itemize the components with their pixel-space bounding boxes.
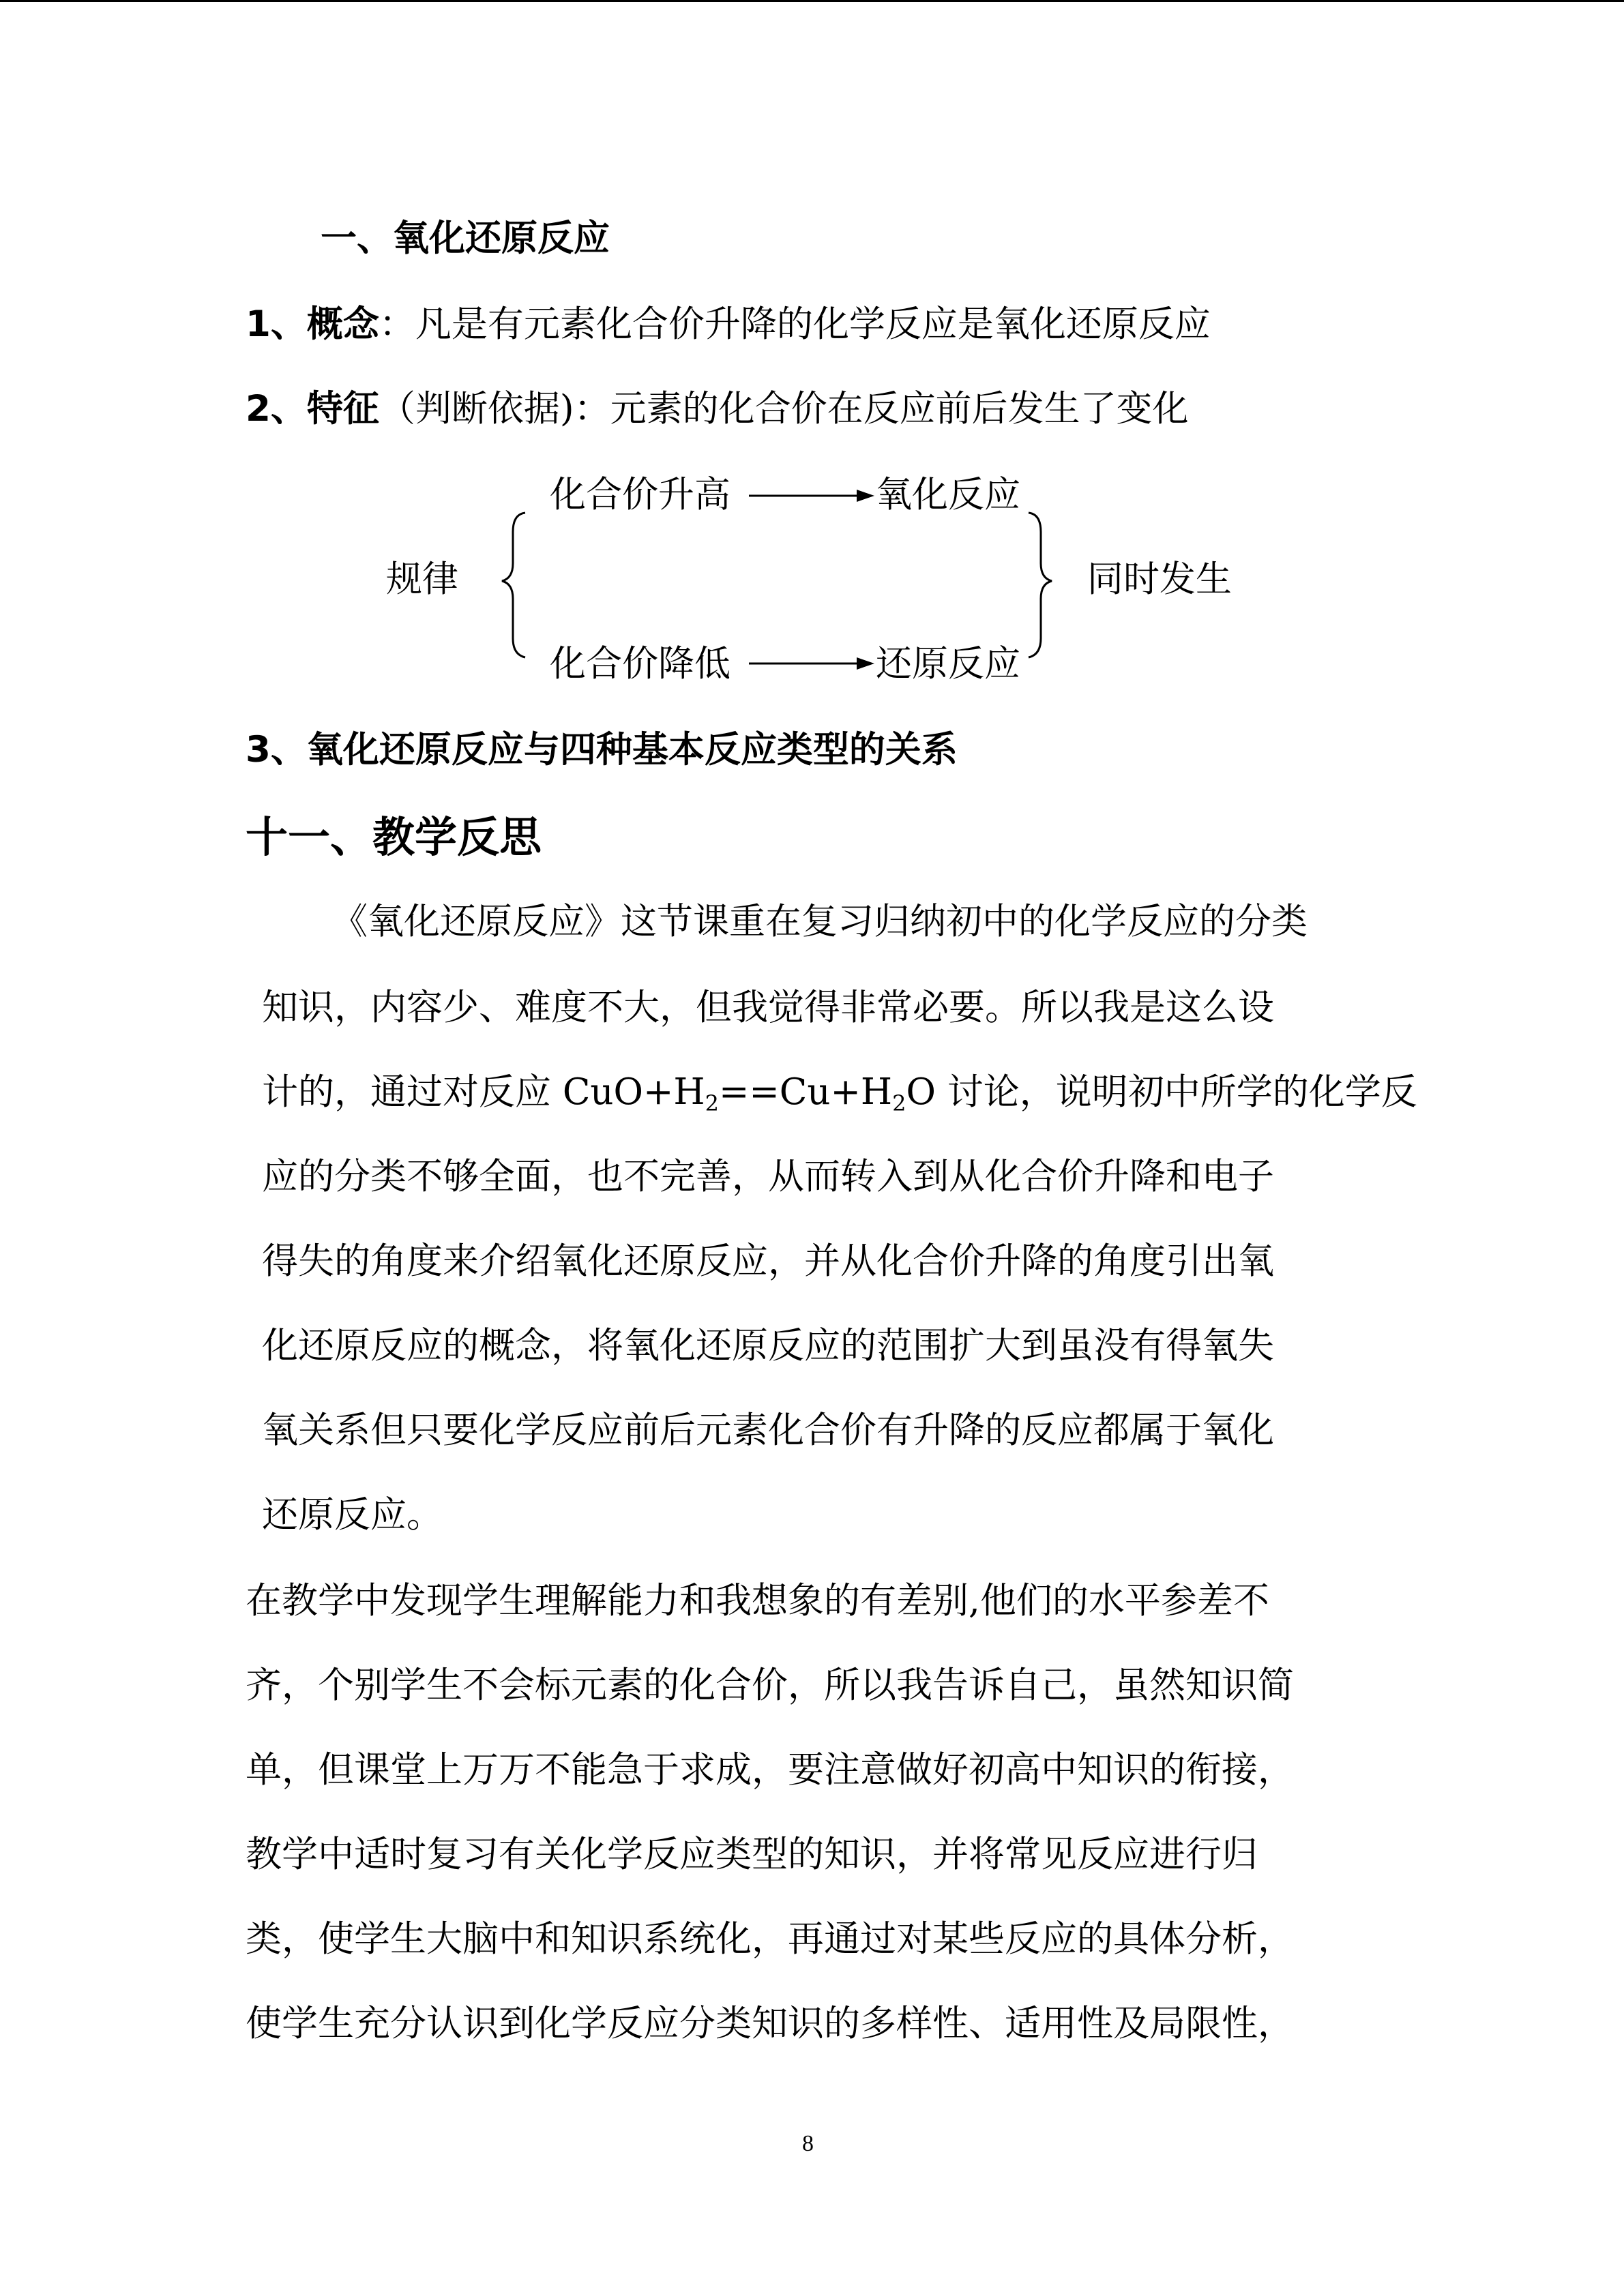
para1-line3-mid: ==Cu+H xyxy=(718,1071,893,1113)
section-heading-reflection: 十一、教学反思 xyxy=(246,812,542,862)
simultaneous-label: 同时发生 xyxy=(1087,558,1232,600)
para1-line-1: 《氧化还原反应》这节课重在复习归纳初中的化学反应的分类 xyxy=(331,901,1308,942)
subscript-2-b: 2 xyxy=(892,1090,906,1116)
reduction-label: 还原反应 xyxy=(876,643,1020,685)
para2-line-2: 齐，个别学生不会标元素的化合价，所以我告诉自己，虽然知识简 xyxy=(246,1665,1294,1706)
arrow-oxidation-head xyxy=(857,490,874,502)
valence-up-label: 化合价升高 xyxy=(550,474,730,516)
concept-label: 1、概念 xyxy=(246,303,379,345)
valence-down-label: 化合价降低 xyxy=(550,643,730,685)
top-border xyxy=(0,0,1624,2)
concept-line xyxy=(246,303,1211,346)
relation-heading: 3、氧化还原反应与四种基本反应类型的关系 xyxy=(246,729,958,771)
para1-line-5: 得失的角度来介绍氧化还原反应，并从化合价升降的角度引出氧 xyxy=(262,1240,1274,1282)
para1-line-4: 应的分类不够全面，也不完善，从而转入到从化合价升降和电子 xyxy=(262,1156,1274,1197)
feature-line xyxy=(246,387,1189,431)
para1-line-8: 还原反应。 xyxy=(262,1494,443,1536)
page-number: 8 xyxy=(802,2131,814,2156)
para1-line-7: 氧关系但只要化学反应前后元素化合价有升降的反应都属于氧化 xyxy=(262,1410,1274,1451)
arrow-reduction-head xyxy=(857,657,874,670)
para1-line3-prefix: 计的，通过对反应 CuO+H xyxy=(262,1071,705,1113)
para2-line-4: 教学中适时复习有关化学反应类型的知识，并将常见反应进行归 xyxy=(246,1834,1258,1875)
para1-line-3 xyxy=(262,1071,1417,1114)
concept-text: ：凡是有元素化合价升降的化学反应是氧化还原反应 xyxy=(379,303,1211,345)
section-heading-redox: 一、氧化还原反应 xyxy=(321,218,610,259)
feature-label: 2、特征 xyxy=(246,388,379,430)
para2-line-1: 在教学中发现学生理解能力和我想象的有差别,他们的水平参差不 xyxy=(246,1580,1269,1622)
para1-line-2: 知识，内容少、难度不大，但我觉得非常必要。所以我是这么设 xyxy=(262,987,1274,1028)
right-brace xyxy=(1029,513,1052,657)
para1-line3-suffix: O 讨论，说明初中所学的化学反 xyxy=(906,1071,1417,1113)
para2-line-6: 使学生充分认识到化学反应分类知识的多样性、适用性及局限性， xyxy=(246,2003,1294,2044)
feature-text: （判断依据)：元素的化合价在反应前后发生了变化 xyxy=(379,388,1189,430)
oxidation-label: 氧化反应 xyxy=(876,474,1020,516)
para2-line-3: 单，但课堂上万万不能急于求成，要注意做好初高中知识的衔接， xyxy=(246,1749,1294,1791)
para2-line-5: 类，使学生大脑中和知识系统化，再通过对某些反应的具体分析， xyxy=(246,1918,1294,1960)
rule-label: 规律 xyxy=(386,558,458,600)
para1-line-6: 化还原反应的概念，将氧化还原反应的范围扩大到虽没有得氧失 xyxy=(262,1325,1274,1367)
subscript-2-a: 2 xyxy=(705,1090,719,1116)
left-brace xyxy=(502,513,525,657)
